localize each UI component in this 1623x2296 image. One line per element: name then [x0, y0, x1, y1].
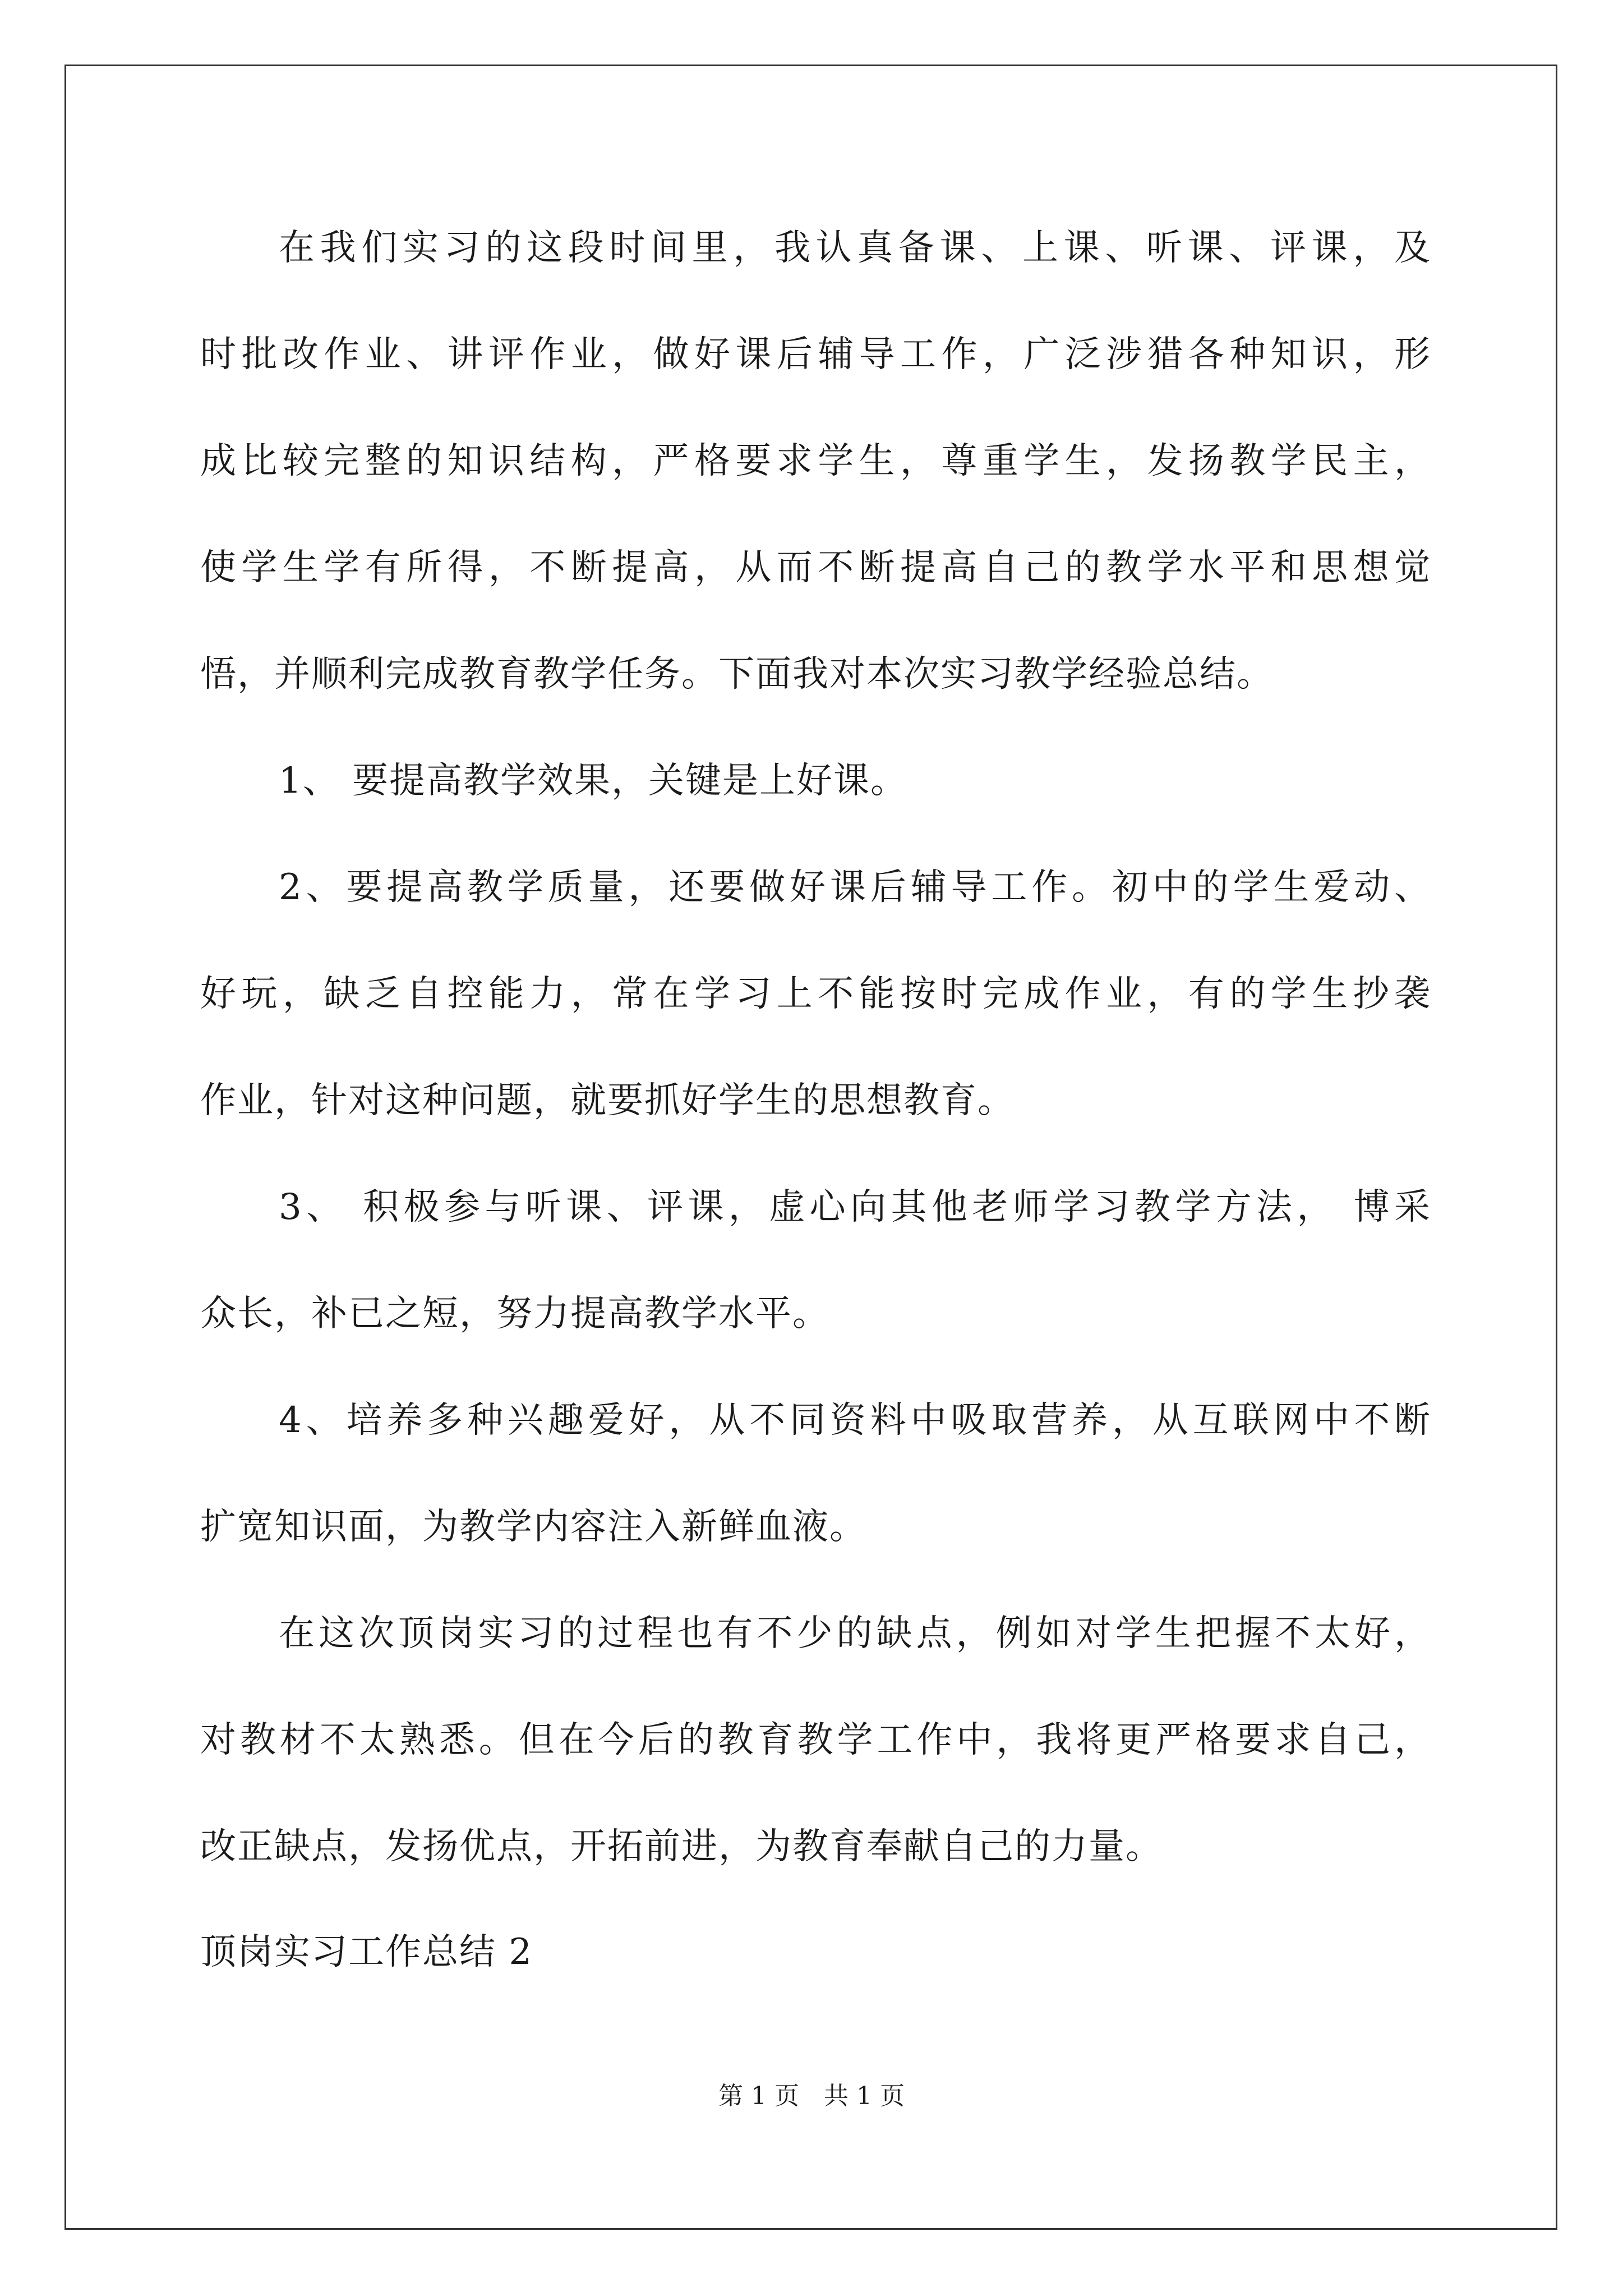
- item-4-line-1: 4、培养多种兴趣爱好，从不同资料中吸取营养，从互联网中不断: [279, 1400, 1431, 1441]
- paragraph-2-line-3: 改正缺点，发扬优点，开拓前进，为教育奉献自己的力量。: [200, 1826, 1163, 1867]
- page-number-footer: 第 1 页 共 1 页: [718, 2082, 905, 2110]
- paragraph-1-line-3: 成比较完整的知识结构，严格要求学生，尊重学生，发扬教学民主，: [200, 440, 1431, 482]
- item-2-line-1: 2、要提高教学质量，还要做好课后辅导工作。初中的学生爱动、: [279, 867, 1431, 908]
- item-1-line-1: 1、 要提高教学效果，关键是上好课。: [279, 760, 908, 802]
- paragraph-2-line-1: 在这次顶岗实习的过程也有不少的缺点，例如对学生把握不太好，: [279, 1613, 1431, 1654]
- paragraph-1-line-4: 使学生学有所得，不断提高，从而不断提高自己的教学水平和思想觉: [200, 547, 1431, 588]
- paragraph-1-line-5: 悟，并顺利完成教育教学任务。下面我对本次实习教学经验总结。: [200, 654, 1274, 695]
- item-2-line-3: 作业，针对这种问题，就要抓好学生的思想教育。: [200, 1080, 1015, 1121]
- item-3-line-1: 3、 积极参与听课、评课，虚心向其他老师学习教学方法， 博采: [279, 1186, 1431, 1228]
- page-border: [64, 65, 1557, 2230]
- paragraph-1-line-1: 在我们实习的这段时间里，我认真备课、上课、听课、评课，及: [279, 227, 1431, 269]
- paragraph-1-line-2: 时批改作业、讲评作业，做好课后辅导工作，广泛涉猎各种知识，形: [200, 334, 1431, 375]
- paragraph-2-line-2: 对教材不太熟悉。但在今后的教育教学工作中，我将更严格要求自己，: [200, 1719, 1431, 1761]
- item-2-line-2: 好玩，缺乏自控能力，常在学习上不能按时完成作业，有的学生抄袭: [200, 973, 1431, 1015]
- section-heading: 顶岗实习工作总结 2: [200, 1931, 533, 1973]
- item-3-line-2: 众长，补已之短，努力提高教学水平。: [200, 1293, 829, 1335]
- item-4-line-2: 扩宽知识面，为教学内容注入新鲜血液。: [200, 1506, 866, 1548]
